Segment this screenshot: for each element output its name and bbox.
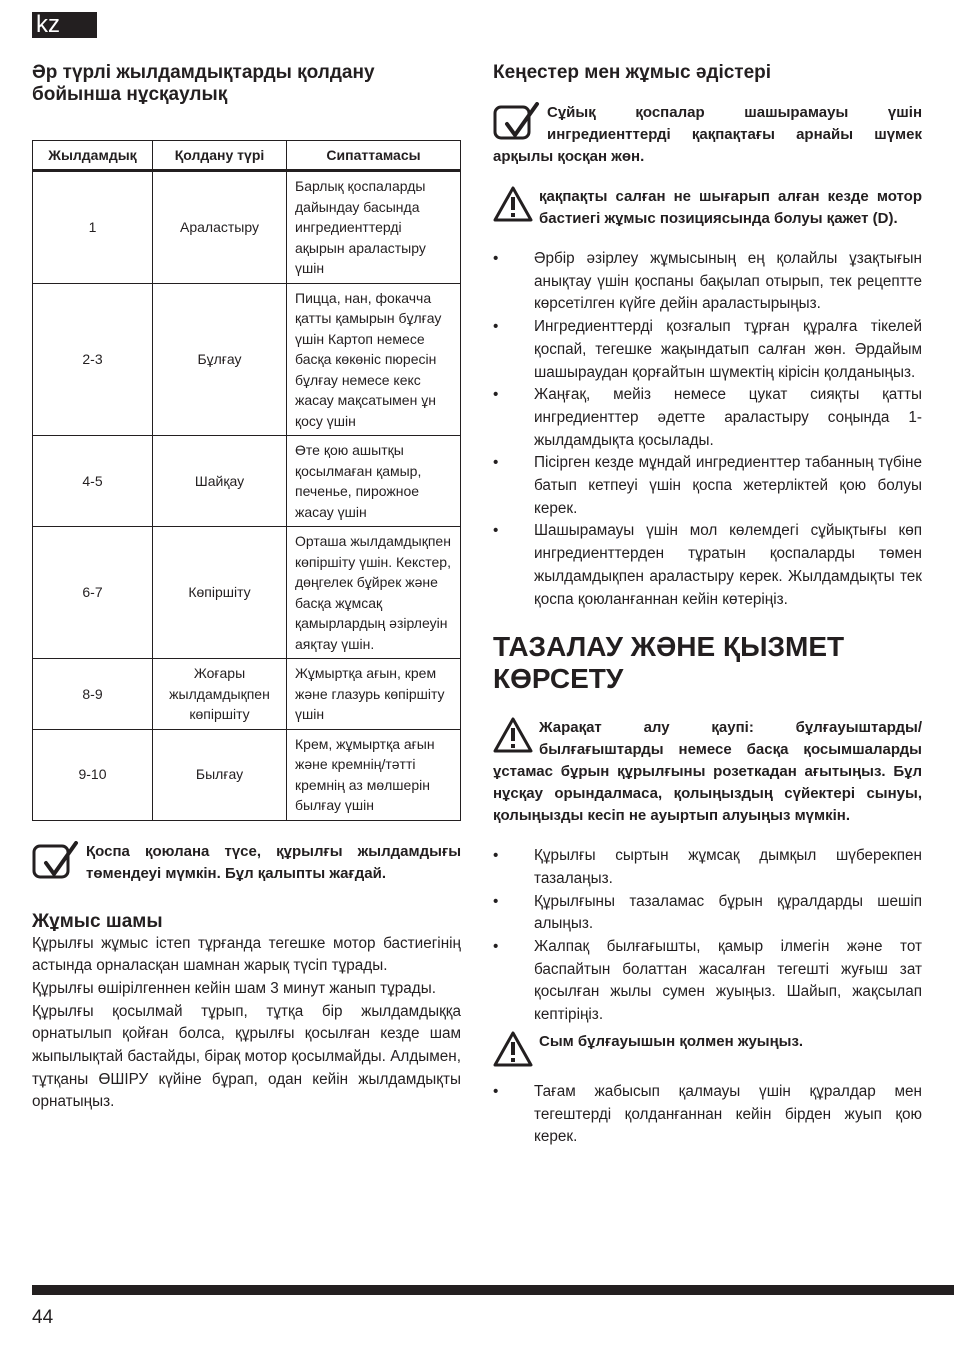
table-cell-desc: Барлық қоспаларды дайындау басында ингредиенттерді ақырын араластыру үшін xyxy=(287,171,461,284)
warning-whisk xyxy=(493,1031,922,1067)
table-cell-desc: Өте қою ашытқы қосылмаған қамыр, печенье, пирожное жасау үшін xyxy=(287,436,461,527)
warning-lid-text: қақпақты салған не шығарып алған кезде мотор бастиегі жұмыс позициясында болуы қажет (D). xyxy=(539,188,922,227)
cleaning-list xyxy=(493,845,922,1027)
table-cell-speed: 4-5 xyxy=(33,436,153,527)
table-header-use: Қолдану түрі xyxy=(153,141,287,171)
warning-triangle-icon xyxy=(493,1031,533,1067)
note-tip xyxy=(493,102,922,168)
warning-injury-text: Жарақат алу қаупі: бұлғауыштарды/ былғағыштарды немесе басқа қосымшаларды ұстамас бұрын құрылғыны розеткадан ағытыңыз. Бұл нұсқау орындалмаса, қолыңыздың сүйектері сынуы, қолыңызды кесіп не ауыртып алуыңыз мүмкін. xyxy=(493,719,922,825)
warning-injury xyxy=(493,717,922,827)
list-item: • Ингредиенттерді қозғалып тұрған құралға тікелей қоспай, тегешке жақындатып салған жөн. Әрдайым шашыраудан қорғайтын шүмектің кірісін қолданыңыз. xyxy=(493,318,922,381)
cleaning-heading: ТАЗАЛАУ ЖӘНЕ ҚЫЗМЕТ КӨРСЕТУ xyxy=(493,631,845,695)
right-column xyxy=(493,62,922,1149)
table-cell-desc: Пицца, нан, фокачча қатты қамырын бұлғау үшін Картоп немесе басқа көкөніс пюресін бұлғау немесе кекс жасау мақсатымен ұн қосу үшін xyxy=(287,283,461,436)
list-item: • Жаңғақ, мейіз немесе цукат сияқты қатты ингредиенттер әдетте араластыру соңында 1-жылдамдықта қосылады. xyxy=(493,386,922,449)
table-cell-use: Былғау xyxy=(153,729,287,820)
list-item: • Әрбір әзірлеу жұмысының ең қолайлы ұзақтығын анықтау үшін қоспаны бақылап отырып, тек рецептте көрсетілген күйге дейін араластырыңыз. xyxy=(493,250,922,313)
page-number: 44 xyxy=(32,1307,54,1328)
footer-bar xyxy=(32,1285,954,1295)
table-cell-desc: Жұмыртқа ағын, крем және глазурь көпіршіту үшін xyxy=(287,659,461,730)
warning-whisk-text: Сым бұлғауышын қолмен жуыңыз. xyxy=(539,1032,804,1050)
lamp-paragraph: Құрылғы жұмыс істеп тұрғанда тегешке мотор бастиегінің астында орналасқан шамнан жарық түсіп тұрады. xyxy=(32,934,461,975)
lamp-paragraph: Құрылғы қосылмай тұрып, тұтқа бір жылдамдыққа орнатылып қойған болса, құрылғы қосылған кезде шам жыпылықтай бастайды, бірақ мотор қосылмайды. Алдымен, тұтқаны ӨШІРУ күйіне бұрап, одан кейін жылдамдықты орнатыңыз. xyxy=(32,1002,461,1111)
lamp-paragraph: Құрылғы өшірілгеннен кейін шам 3 минут жанып тұрады. xyxy=(32,979,436,997)
final-list xyxy=(493,1081,922,1149)
table-row xyxy=(33,283,461,436)
tips-list xyxy=(493,248,922,611)
warning-triangle-icon xyxy=(493,186,533,222)
list-item: • Құрылғы сыртын жұмсақ дымқыл шүберекпен тазалаңыз. xyxy=(493,847,922,887)
warning-lid xyxy=(493,186,922,230)
table-row xyxy=(33,729,461,820)
table-cell-use: Жоғары жылдамдықпен көпіршіту xyxy=(153,659,287,730)
table-row xyxy=(33,171,461,284)
list-item: • Тағам жабысып қалмауы үшін құралдар мен тегештерді қолданғаннан кейін бірден жуып қою керек. xyxy=(493,1082,922,1146)
table-row xyxy=(33,527,461,659)
table-cell-use: Шайқау xyxy=(153,436,287,527)
checkbox-note-icon xyxy=(493,102,541,142)
speed-table xyxy=(32,140,461,821)
warning-triangle-icon xyxy=(493,717,533,753)
table-cell-speed: 8-9 xyxy=(33,659,153,730)
language-tab: kz xyxy=(32,12,97,38)
lamp-heading: Жұмыс шамы xyxy=(32,910,163,932)
list-item: • Жалпақ былғағышты, қамыр ілмегін және тот баспайтын болаттан жасалған тегешті жуғыш зат қосылған жылы сумен жуыңыз. Шайып, жақсылап кептіріңіз. xyxy=(493,938,922,1024)
table-header-speed: Жылдамдық xyxy=(33,141,153,171)
table-cell-use: Көпіршіту xyxy=(153,527,287,659)
checkbox-note-icon xyxy=(32,841,80,881)
tips-heading: Кеңестер мен жұмыс әдістері xyxy=(493,62,772,83)
table-cell-use: Бұлғау xyxy=(153,283,287,436)
list-item: • Құрылғыны тазаламас бұрын құралдарды шешіп алыңыз. xyxy=(493,892,922,933)
speeds-heading: Әр түрлі жылдамдықтарды қолдану бойынша нұсқаулық xyxy=(32,62,375,105)
left-column xyxy=(32,62,461,1114)
table-row xyxy=(33,436,461,527)
table-cell-use: Араластыру xyxy=(153,171,287,284)
list-item: • Шашырамауы үшін мол көлемдегі сұйықтығы көп ингредиенттерден тұратын қоспаларды төмен жылдамдықпен араластыру керек. Жылдамдықты тек қоспа қоюланғаннан кейін көтеріңіз. xyxy=(493,522,922,608)
note-tip-text: Сұйық қоспалар шашырамауы үшін ингредиенттерді қақпақтағы арнайы шүмек арқылы қосқан жөн. xyxy=(493,104,922,165)
note-speed-text: Қоспа қоюлана түсе, құрылғы жылдамдығы төмендеуі мүмкін. Бұл қалыпты жағдай. xyxy=(86,842,461,882)
table-header-desc: Сипаттамасы xyxy=(287,141,461,171)
table-cell-speed: 1 xyxy=(33,171,153,284)
table-cell-desc: Орташа жылдамдықпен көпіршіту үшін. Кекстер, дөңгелек бұйрек және басқа жұмсақ қамырлардың әзірлеуін аяқтау үшін. xyxy=(287,527,461,659)
table-cell-speed: 6-7 xyxy=(33,527,153,659)
table-cell-desc: Крем, жұмыртқа ағын және кремнің/тәтті кремнің аз мөлшерін былғау үшін xyxy=(287,729,461,820)
table-cell-speed: 9-10 xyxy=(33,729,153,820)
list-item: • Пісірген кезде мұндай ингредиенттер табанның түбіне батып кетпеуі үшін қоспа жетерліктей қою болуы керек. xyxy=(493,454,922,517)
note-speed xyxy=(32,841,461,885)
table-cell-speed: 2-3 xyxy=(33,283,153,436)
table-row xyxy=(33,659,461,730)
